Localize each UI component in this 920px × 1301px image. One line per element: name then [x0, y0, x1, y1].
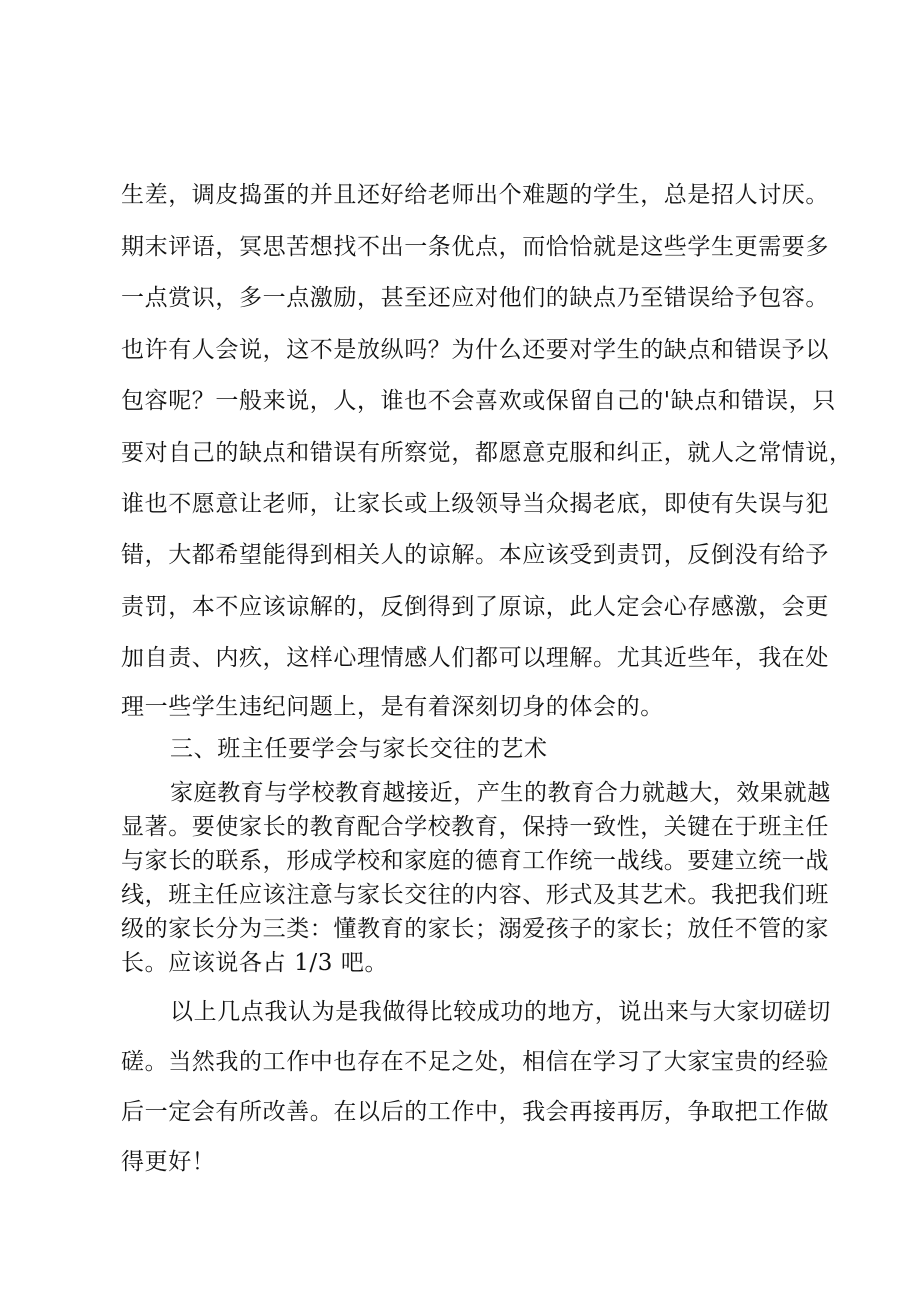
paragraph-1-line: 一点赏识，多一点激励，甚至还应对他们的缺点乃至错误给予包容。	[121, 285, 829, 311]
paragraph-1-line: 谁也不愿意让老师，让家长或上级领导当众揭老底，即使有失误与犯	[121, 491, 829, 517]
paragraph-2-line: 线，班主任应该注意与家长交往的内容、形式及其艺术。我把我们班	[121, 882, 829, 908]
paragraph-1-line: 加自责、内疚，这样心理情感人们都可以理解。尤其近些年，我在处	[121, 645, 829, 671]
paragraph-1-line: 也许有人会说，这不是放纵吗？为什么还要对学生的缺点和错误予以	[121, 337, 829, 363]
paragraph-1-line: 包容呢？一般来说，人，谁也不会喜欢或保留自己的'缺点和错误，只	[121, 388, 836, 414]
paragraph-1-line: 错，大都希望能得到相关人的谅解。本应该受到责罚，反倒没有给予	[121, 542, 829, 568]
paragraph-3-line: 磋。当然我的工作中也存在不足之处，相信在学习了大家宝贵的经验	[121, 1049, 829, 1075]
paragraph-2-line: 家庭教育与学校教育越接近，产生的教育合力就越大，效果就越	[170, 780, 831, 806]
paragraph-1-line: 期末评语，冥思苦想找不出一条优点，而恰恰就是这些学生更需要多	[121, 234, 829, 260]
paragraph-2-line: 与家长的联系，形成学校和家庭的德育工作统一战线。要建立统一战	[121, 848, 829, 874]
paragraph-2-line: 显著。要使家长的教育配合学校教育，保持一致性，关键在于班主任	[121, 814, 829, 840]
paragraph-1-line: 理一些学生违纪问题上，是有着深刻切身的体会的。	[121, 694, 664, 720]
paragraph-1-line: 生差，调皮捣蛋的并且还好给老师出个难题的学生，总是招人讨厌。	[121, 182, 829, 208]
paragraph-1-line: 责罚，本不应该谅解的，反倒得到了原谅，此人定会心存感激，会更	[121, 594, 829, 620]
paragraph-2-line: 长。应该说各占 1/3 吧。	[121, 950, 389, 976]
paragraph-2-line: 级的家长分为三类：懂教育的家长；溺爱孩子的家长；放任不管的家	[121, 916, 829, 942]
paragraph-3-line: 得更好！	[121, 1149, 216, 1175]
paragraph-3-line: 以上几点我认为是我做得比较成功的地方，说出来与大家切磋切	[170, 999, 831, 1025]
paragraph-1-line: 要对自己的缺点和错误有所察觉，都愿意克服和纠正，就人之常情说，	[121, 440, 853, 466]
paragraph-3-line: 后一定会有所改善。在以后的工作中，我会再接再厉，争取把工作做	[121, 1099, 829, 1125]
section-heading: 三、班主任要学会与家长交往的艺术	[170, 736, 548, 762]
